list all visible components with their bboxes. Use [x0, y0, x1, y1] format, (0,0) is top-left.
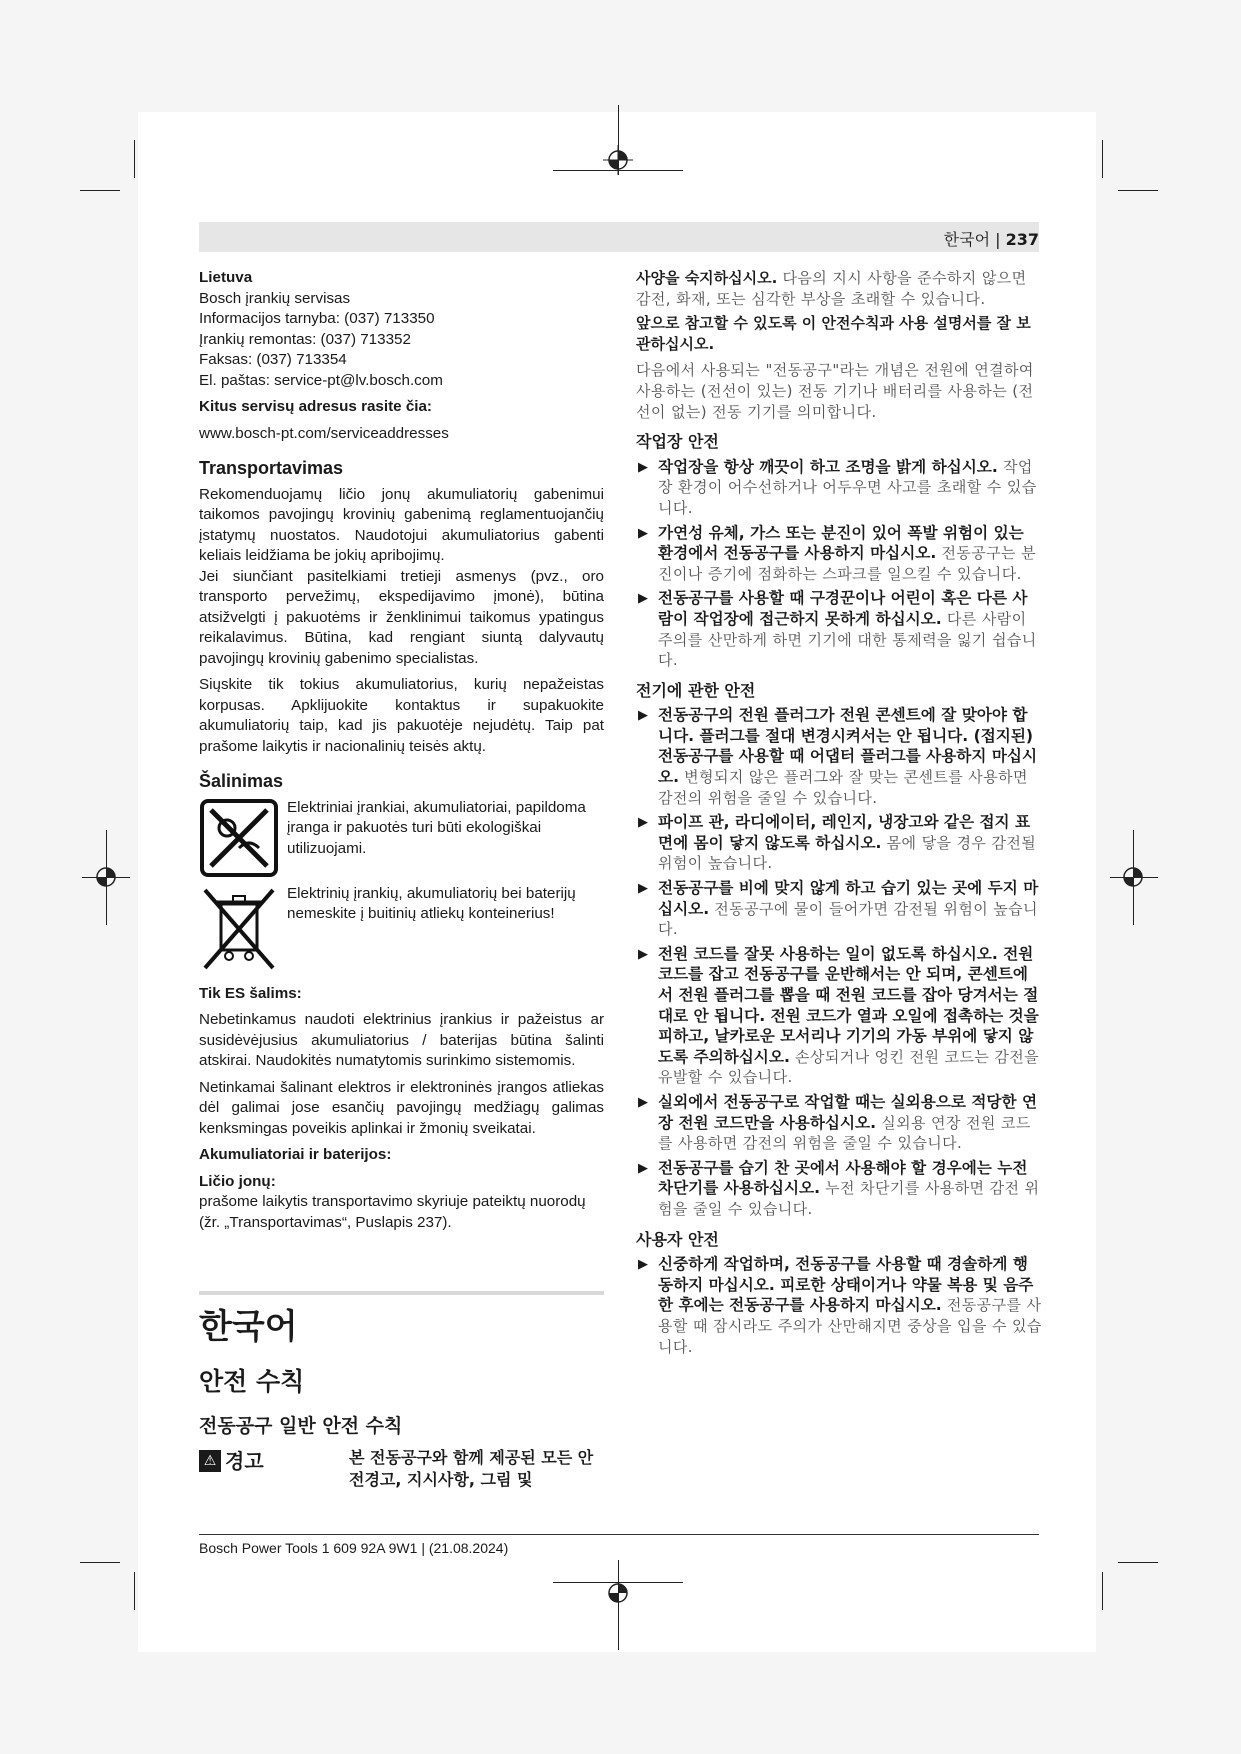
definition-paragraph: 다음에서 사용되는 "전동공구"라는 개념은 전원에 연결하여 사용하는 (전선이 있는) 전동 기기나 배터리를 사용하는 (전선이 없는) 전동 기기를 의미합니다. — [636, 361, 1034, 421]
crop-mark — [618, 1560, 619, 1650]
bullet-arrow-icon: ▶ — [638, 591, 648, 607]
page-header — [944, 227, 1039, 250]
eu-paragraph: Netinkamai šalinant elektros ir elektroninės įrangos atliekas dėl galimai jose esančių pavojingų medžiagų galimas kenksmingas poveikis aplinkai ir žmonių sveikatai. — [199, 1078, 604, 1137]
safety-title: 안전 수칙 — [199, 1367, 305, 1396]
safety-item-bold: 전동공구를 습기 찬 곳에서 사용해야 할 경우에는 누전 차단기를 사용하십시오. — [658, 1158, 1028, 1198]
korean-title: 한국어 — [199, 1307, 298, 1347]
safety-item-text: 전동공구는 분진이나 증기에 점화하는 스파크를 일으킬 수 있습니다. — [658, 544, 1036, 583]
left-column — [199, 268, 604, 1491]
warning-label-text: 경고 — [225, 1448, 264, 1473]
liion-heading: Ličio jonų: — [199, 1172, 276, 1190]
warning-label — [199, 1447, 349, 1475]
safety-item-text: 실외용 연장 전원 코드를 사용하면 감전의 위험을 줄일 수 있습니다. — [658, 1113, 1031, 1153]
safety-item-text: 몸에 닿을 경우 감전될 위험이 높습니다. — [658, 833, 1037, 873]
service-line: Įrankių remontas: (037) 713352 — [199, 330, 411, 348]
safety-item-text: 누전 차단기를 사용하면 감전 위험을 줄일 수 있습니다. — [658, 1179, 1040, 1218]
crop-mark — [1118, 190, 1158, 191]
crop-mark — [553, 170, 683, 171]
safety-item-bold: 작업장을 항상 깨끗이 하고 조명을 밝게 하십시오. — [658, 457, 998, 476]
crop-mark — [134, 140, 135, 178]
eu-paragraph: Nebetinkamus naudoti elektrinius įrankius ir pažeistus ar susidėvėjusius akumuliatorius / baterijas būtina šalinti atskirai. Naudokitės numatytomis surinkimo sistemomis. — [199, 1011, 604, 1069]
right-column — [636, 268, 1042, 1357]
safety-item-bold: 전동공구의 전원 플러그가 전원 콘센트에 잘 맞아야 합니다. 플러그를 절대 변경시켜서는 안 됩니다. (접지된) 전동공구를 사용할 때 어댑터 플러그를 사용하지 마십시오. — [658, 706, 1038, 787]
header-band — [199, 222, 1039, 252]
transport-heading: Transportavimas — [199, 458, 344, 478]
bullet-arrow-icon: ▶ — [638, 525, 648, 541]
bullet-arrow-icon: ▶ — [638, 708, 648, 724]
transport-paragraph: Siųskite tik tokius akumuliatorius, kurių nepažeistas korpusas. Apklijuokite kontaktus ir supakuokite akumuliatorių taip, kad jis pakuotėje nejudėtų. Taip pat prašome laikytis ir nacionalinių teisės aktų. — [199, 676, 604, 755]
bullet-arrow-icon: ▶ — [638, 881, 648, 897]
safety-item-bold: 전동공구를 사용할 때 구경꾼이나 어린이 혹은 다른 사람이 작업장에 접근하지 못하게 하십시오. — [658, 589, 1028, 628]
intro-normal: 다음의 지시 사항을 준수하지 않으면 감전, 화재, 또는 심각한 부상을 초래할 수 있습니다. — [636, 269, 1027, 308]
safety-item — [636, 523, 1042, 585]
service-addresses-link[interactable]: www.bosch-pt.com/serviceaddresses — [199, 424, 449, 442]
warning-triangle-icon: ⚠ — [199, 1450, 221, 1472]
bullet-arrow-icon: ▶ — [638, 946, 648, 962]
crop-mark — [80, 190, 120, 191]
service-line: Faksas: (037) 713354 — [199, 351, 347, 368]
crop-mark — [618, 105, 619, 175]
other-addresses-heading: Kitus servisų adresus rasite čia: — [199, 398, 432, 415]
safety-item — [636, 1254, 1042, 1357]
service-line: Informacijos tarnyba: (037) 713350 — [199, 310, 435, 327]
safety-item — [636, 705, 1042, 808]
warning-block — [199, 1447, 604, 1491]
crop-mark — [1110, 877, 1158, 878]
crop-mark — [134, 1572, 135, 1610]
page-number: 237 — [1005, 230, 1039, 249]
safety-item — [636, 812, 1042, 874]
service-email: El. paštas: service-pt@lv.bosch.com — [199, 371, 443, 389]
footer-rule — [199, 1534, 1039, 1535]
safety-item-text: 전동공구를 사용할 때 잠시라도 주의가 산만해지면 중상을 입을 수 있습니다. — [658, 1296, 1042, 1356]
bullet-arrow-icon: ▶ — [638, 1094, 648, 1110]
safety-item — [636, 457, 1042, 519]
safety-item-text: 손상되거나 엉킨 전원 코드는 감전을 유발할 수 있습니다. — [658, 1047, 1040, 1087]
section-heading: 전기에 관한 안전 — [636, 680, 756, 700]
safety-item-text: 다른 사람이 주의를 산만하게 하면 기기에 대한 통제력을 잃기 쉽습니다. — [658, 609, 1037, 670]
safety-item-text: 전동공구에 물이 들어가면 감전될 위험이 높습니다. — [658, 899, 1038, 939]
intro-paragraph — [636, 268, 1042, 309]
safety-item-bold: 가연성 유체, 가스 또는 분진이 있어 폭발 위험이 있는 환경에서 전동공구를 사용하지 마십시오. — [658, 523, 1024, 563]
safety-item-bold: 실외에서 전동공구로 작업할 때는 실외용으로 적당한 연장 전원 코드만을 사용하십시오. — [658, 1092, 1038, 1132]
recycle-tool-icon — [199, 798, 279, 878]
safety-item — [636, 944, 1042, 1088]
safety-item-bold: 전동공구를 비에 맞지 않게 하고 습기 있는 곳에 두지 마십시오. — [658, 879, 1039, 918]
bullet-arrow-icon: ▶ — [638, 815, 648, 831]
header-separator: | — [990, 230, 1006, 249]
safety-item — [636, 1158, 1042, 1220]
disposal-heading: Šalinimas — [199, 771, 284, 791]
warning-text: 본 전동공구와 함께 제공된 모든 안전경고, 지시사항, 그림 및 — [349, 1448, 594, 1489]
crop-mark — [80, 1562, 120, 1563]
safety-item-text: 변형되지 않은 플러그와 잘 맞는 콘센트를 사용하면 감전의 위험을 줄일 수 있습니다. — [658, 768, 1028, 807]
disposal-item — [199, 798, 604, 878]
intro-bold: 사양을 숙지하십시오. — [636, 269, 778, 287]
safety-item-bold: 신중하게 작업하며, 전동공구를 사용할 때 경솔하게 행동하지 마십시오. 피로한 상태이거나 약물 복용 및 음주한 후에는 전동공구를 사용하지 마십시오. — [658, 1255, 1034, 1315]
disposal-text: Elektriniai įrankiai, akumuliatoriai, papildoma įranga ir pakuotės turi būti ekologiškai utilizuojami. — [287, 798, 586, 857]
crop-mark — [1102, 1572, 1103, 1610]
crop-mark — [1102, 140, 1103, 178]
header-language: 한국어 — [943, 230, 991, 249]
service-line: Bosch įrankių servisas — [199, 289, 351, 307]
general-safety-heading: 전동공구 일반 안전 수칙 — [199, 1415, 403, 1437]
eu-heading: Tik ES šalims: — [199, 984, 302, 1002]
safety-item-text: 작업장 환경이 어수선하거나 어두우면 사고를 초래할 수 있습니다. — [658, 457, 1037, 517]
section-heading: 작업장 안전 — [636, 432, 719, 452]
bullet-arrow-icon: ▶ — [638, 1257, 648, 1273]
safety-item — [636, 878, 1042, 940]
section-heading: 사용자 안전 — [636, 1229, 719, 1249]
transport-paragraph: Jei siunčiant pasitelkiami tretieji asmenys (pvz., oro transporto pervežimų, ekspedijavimo įmonė), būtina atsižvelgti į pakuotėms ir ženklinimui taikomus ypatingus reikalavimus. Būtina, kad rengiant siuntą dalyvautų pavojingų krovinių gabenimo specialistas. — [199, 567, 604, 667]
batteries-heading: Akumuliatoriai ir baterijos: — [199, 1146, 392, 1163]
country-heading: Lietuva — [199, 269, 253, 286]
bullet-arrow-icon: ▶ — [638, 1160, 648, 1176]
page-footer: Bosch Power Tools 1 609 92A 9W1 | (21.08.2024) — [199, 1540, 509, 1556]
crop-mark — [82, 877, 130, 878]
safety-item-bold: 파이프 관, 라디에이터, 레인지, 냉장고와 같은 접지 표면에 몸이 닿지 않도록 하십시오. — [658, 813, 1031, 852]
bullet-arrow-icon: ▶ — [638, 459, 648, 475]
disposal-text: Elektrinių įrankių, akumuliatorių bei baterijų nemeskite į buitinių atliekų konteinerius! — [287, 884, 576, 922]
safety-item — [636, 588, 1042, 670]
transport-paragraph: Rekomenduojamų ličio jonų akumuliatorių gabenimui taikomos pavojingų krovinių gabenimą reglamentuojančių įstatymų nuostatos. Naudotojui akumuliatorius gabenti keliais leidžiama be jokių apribojimų. — [199, 485, 604, 564]
crossed-bin-icon — [199, 884, 279, 972]
keep-instructions: 앞으로 참고할 수 있도록 이 안전수칙과 사용 설명서를 잘 보관하십시오. — [636, 314, 1031, 353]
crop-mark — [553, 1582, 683, 1583]
safety-item — [636, 1092, 1042, 1154]
disposal-item — [199, 884, 604, 972]
safety-item-bold: 전원 코드를 잘못 사용하는 일이 없도록 하십시오. 전원 코드를 잡고 전동공구를 운반해서는 안 되며, 콘센트에서 전원 플러그를 뽑을 때 전원 코드를 잡아 당겨서는 절대로 안 됩니다. 전원 코드가 열과 오일에 접촉하는 것을 피하고, 날카로운 모서리나 기기의 가동 부위에 닿지 않도록 주의하십시오. — [658, 944, 1039, 1066]
crop-mark — [1118, 1562, 1158, 1563]
section-divider — [199, 1291, 604, 1295]
liion-paragraph: prašome laikytis transportavimo skyriuje pateiktų nuorodų (žr. „Transportavimas“, Puslapis 237). — [199, 1193, 586, 1231]
